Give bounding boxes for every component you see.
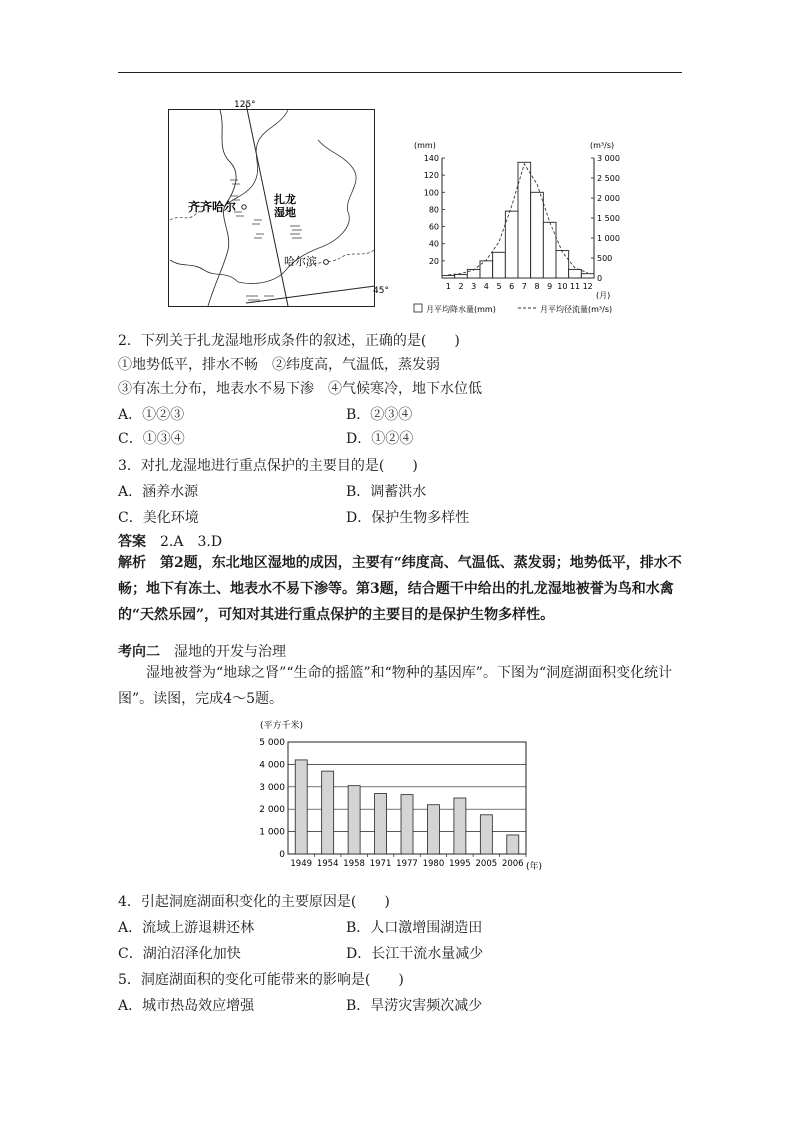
section-label: 考向二 [118,644,160,660]
q4-stem: 4．引起洞庭湖面积变化的主要原因是( ) [118,894,390,910]
latitude-label: 45° [373,286,389,296]
climate-month-unit: (月) [596,291,611,300]
legend-bar-label: 月平均降水量(mm) [426,305,496,314]
month-label: 8 [534,282,540,291]
q4-option-b[interactable]: B．人口激增围湖造田 [346,920,483,936]
lake-year-label: 2005 [475,859,498,869]
lake-area-bar [507,835,519,854]
climate-right-unit: (m³/s) [590,141,615,150]
month-label: 10 [557,282,568,291]
q4-option-d[interactable]: D．长江干流水量减少 [346,946,484,962]
climate-right-tick-label: 3 000 [597,154,620,163]
lake-x-unit: (年) [526,862,543,872]
q2-option-a[interactable]: A．①②③ [118,407,185,423]
climate-right-tick-label: 1 000 [597,234,620,243]
rainfall-bar [518,162,531,278]
rainfall-bar [442,275,455,278]
lake-y-tick-label: 4 000 [259,760,285,771]
q2-items-1: ①地势低平，排水不畅 ②纬度高，气温低，蒸发弱 [118,357,440,373]
climate-left-tick-label: 120 [423,171,439,181]
q5-option-a[interactable]: A．城市热岛效应增强 [118,998,255,1014]
lake-year-label: 1977 [396,859,418,869]
lake-y-tick-label: 3 000 [259,782,285,793]
q2-option-d[interactable]: D．①②④ [346,431,414,447]
lake-year-label: 1954 [316,859,339,869]
q3-stem: 3．对扎龙湿地进行重点保护的主要目的是( ) [118,458,418,474]
month-label: 6 [509,282,515,291]
lake-year-label: 1980 [422,859,445,869]
q5-stem: 5．洞庭湖面积的变化可能带来的影响是( ) [118,972,404,988]
climate-right-tick-label: 0 [597,274,603,283]
month-label: 3 [471,282,477,291]
harbin-label: 哈尔滨 [284,255,317,268]
lake-area-bar [454,798,466,854]
q5-option-b[interactable]: B．旱涝灾害频次减少 [346,998,483,1014]
analysis-text: 第2题，东北地区湿地的成因，主要有“纬度高、气温低、蒸发弱；地势低平，排水不畅；地下有冻土、地表水不易下渗等。第3题，结合题干中给出的扎龙湿地被誉为鸟和水禽的“天然乐园”，可知对其进行重点保护的主要目的是保护生物多样性。 [118,555,682,623]
rainfall-bar [581,274,594,278]
lake-year-label: 1958 [343,859,365,869]
answer-label: 答案 [118,534,146,550]
month-label: 7 [521,282,527,291]
climate-left-tick-label: 60 [428,222,439,232]
rainfall-bar [493,252,506,278]
rainfall-bar [505,211,518,278]
rainfall-bar [455,275,468,278]
month-label: 4 [483,282,489,291]
lake-area-bar [375,794,387,854]
analysis-label: 解析 [118,555,146,571]
climate-left-tick-label: 80 [428,205,439,215]
answer-text: 2.A 3.D [160,534,223,550]
climate-right-tick-label: 2 000 [597,194,620,203]
month-label: 12 [582,282,593,291]
q3-option-b[interactable]: B．调蓄洪水 [346,484,427,500]
section-title: 湿地的开发与治理 [174,644,286,660]
lake-area-chart [248,716,548,876]
legend-bar-swatch [414,304,422,312]
header-rule [118,72,682,73]
climate-right-tick-label: 2 500 [597,174,620,183]
lake-area-bar [348,786,360,854]
rainfall-bar [467,269,480,278]
zhalong-map [168,100,389,316]
analysis-paragraph [118,550,684,628]
lake-year-label: 1949 [290,859,313,869]
lake-area-bar [427,805,439,854]
qiqihar-label: 齐齐哈尔 [188,200,237,214]
lake-year-label: 1971 [369,859,392,869]
lake-y-tick-label: 0 [279,850,285,860]
climate-left-tick-label: 140 [423,154,439,163]
legend-line-label: 月平均径流量(m³/s) [540,305,613,314]
lake-area-bar [295,760,307,854]
q2-option-b[interactable]: B．②③④ [346,407,413,423]
lake-area-bar [401,795,413,854]
climate-right-tick-label: 1 500 [597,214,620,223]
rainfall-bar [543,222,556,278]
month-label: 9 [547,282,553,291]
zhalong-label-1: 扎龙 [274,193,296,206]
rainfall-bar [556,251,569,278]
q2-items-2: ③有冻土分布，地表水不易下渗 ④气候寒冷，地下水位低 [118,381,482,397]
longitude-label: 125° [234,100,256,110]
q2-stem: 2．下列关于扎龙湿地形成条件的叙述，正确的是( ) [118,333,460,349]
month-label: 11 [569,282,581,291]
climate-chart [412,136,644,316]
climate-right-tick-label: 500 [597,254,613,263]
lake-area-bar [480,815,492,854]
rainfall-bar [569,269,582,278]
intro-paragraph: 湿地被誉为“地球之肾”“生命的摇篮”和“物种的基因库”。下图为“洞庭湖面积变化统计图”。读图，完成4～5题。 [118,665,673,707]
lake-y-unit: (平方千米) [260,721,304,731]
lake-year-label: 2006 [501,859,524,869]
lake-y-tick-label: 5 000 [259,738,285,748]
climate-left-tick-label: 40 [428,239,439,249]
rainfall-bar [531,192,544,278]
answer-line [118,531,222,551]
lake-y-tick-label: 2 000 [259,805,285,816]
q3-option-d[interactable]: D．保护生物多样性 [346,510,470,526]
climate-left-unit: (mm) [414,141,436,150]
lake-area-bar [322,771,334,854]
qiqihar-dot [242,205,246,209]
section-heading [118,641,286,661]
lake-year-label: 1995 [449,859,471,869]
lake-y-tick-label: 1 000 [259,827,285,838]
q2-option-c[interactable]: C．①③④ [118,431,185,447]
q4-option-c[interactable]: C．湖泊沼泽化加快 [118,946,241,962]
q3-option-c[interactable]: C．美化环境 [118,510,199,526]
month-label: 2 [458,282,464,291]
harbin-dot [324,260,329,265]
month-label: 1 [445,282,451,291]
climate-left-tick-label: 100 [423,188,439,198]
q4-option-a[interactable]: A．流域上游退耕还林 [118,920,255,936]
q3-option-a[interactable]: A．涵养水源 [118,484,199,500]
zhalong-label-2: 湿地 [274,206,296,219]
climate-left-tick-label: 20 [428,256,439,266]
month-label: 5 [496,282,502,291]
